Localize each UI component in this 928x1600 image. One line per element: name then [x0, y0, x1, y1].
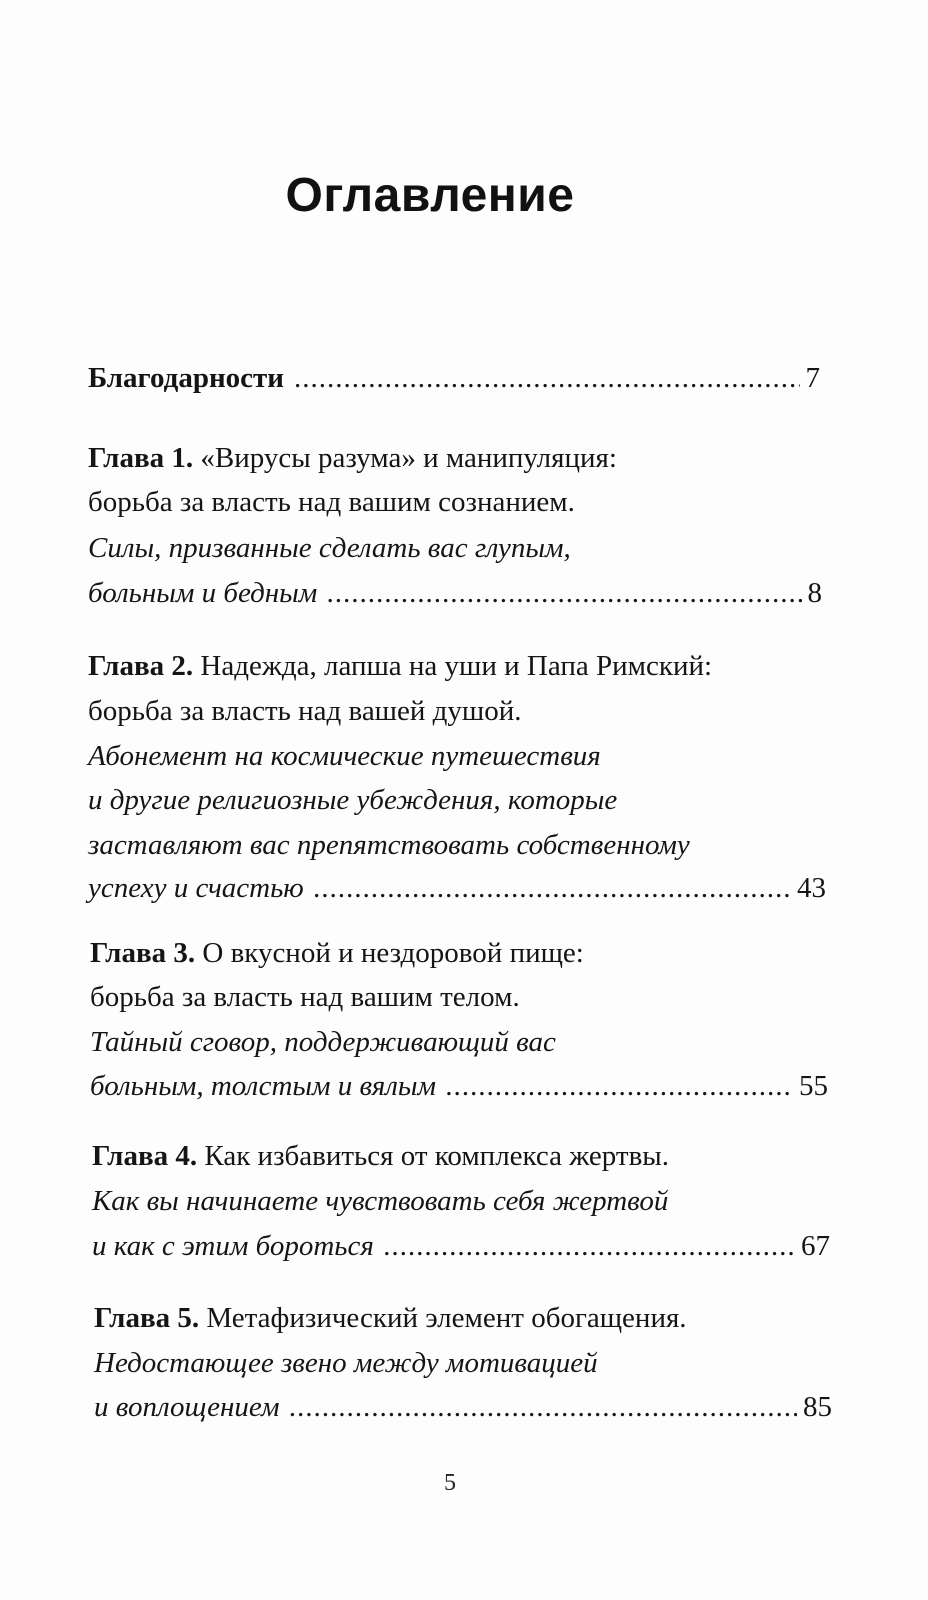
chapter-description: заставляют вас препятствовать собственному [88, 829, 690, 861]
chapter-description: и другие религиозные убеждения, которые [88, 784, 618, 816]
chapter-title: Метафизический элемент обогащения. [199, 1302, 687, 1334]
page-number: 55 [799, 1070, 828, 1102]
chapter-description: Абонемент на космические путешествия [88, 740, 601, 772]
toc-entry-ch2-title [88, 648, 712, 684]
page-number: 43 [797, 872, 826, 904]
chapter-subtitle: борьба за власть над вашей душой. [88, 695, 522, 727]
toc-entry-ch3 [90, 1068, 828, 1104]
chapter-description: больным и бедным [88, 577, 318, 609]
page-number: 7 [805, 362, 820, 394]
page-number: 85 [803, 1391, 832, 1423]
toc-entry-ch5-title [94, 1300, 687, 1336]
chapter-label: Глава 3. [90, 937, 196, 969]
chapter-description: больным, толстым и вялым [90, 1070, 437, 1102]
toc-entry-thanks [88, 360, 820, 396]
chapter-subtitle: борьба за власть над вашим сознанием. [88, 486, 575, 518]
toc-entry-ch1 [88, 575, 822, 611]
toc-entry-ch3-title [90, 935, 584, 971]
chapter-label: Глава 5. [94, 1302, 200, 1334]
toc-entry-ch5 [94, 1389, 832, 1425]
chapter-title: Надежда, лапша на уши и Папа Римский: [193, 650, 713, 682]
dot-leader [294, 360, 799, 396]
chapter-description: Недостающее звено между мотивацией [94, 1347, 598, 1379]
toc-entry-ch4-title [92, 1138, 669, 1174]
dot-leader [289, 1389, 797, 1425]
chapter-subtitle: борьба за власть над вашим телом. [90, 981, 520, 1013]
chapter-description: и воплощением [94, 1391, 280, 1423]
chapter-description: Как вы начинаете чувствовать себя жертвой [92, 1185, 669, 1217]
chapter-description: успеху и счастью [88, 872, 304, 904]
chapter-description: и как с этим бороться [92, 1230, 374, 1262]
entry-label: Благодарности [88, 362, 285, 394]
dot-leader [384, 1228, 795, 1264]
page-number: 67 [801, 1230, 830, 1262]
chapter-description: Тайный сговор, поддерживающий вас [90, 1026, 556, 1058]
chapter-title: О вкусной и нездоровой пище: [195, 937, 584, 969]
page-title: Оглавление [285, 169, 575, 222]
page-folio-number: 5 [444, 1470, 456, 1496]
chapter-title: Как избавиться от комплекса жертвы. [197, 1140, 669, 1172]
toc-entry-ch2 [88, 870, 826, 906]
dot-leader [446, 1068, 793, 1104]
chapter-label: Глава 4. [92, 1140, 198, 1172]
dot-leader [314, 870, 791, 906]
dot-leader [327, 575, 801, 611]
toc-entry-ch4 [92, 1228, 830, 1264]
toc-entry-ch1-title [88, 440, 617, 476]
page-number: 8 [807, 577, 822, 609]
chapter-title: «Вирусы разума» и манипуляция: [193, 442, 617, 474]
chapter-label: Глава 1. [88, 442, 194, 474]
chapter-label: Глава 2. [88, 650, 194, 682]
chapter-description: Силы, призванные сделать вас глупым, [88, 532, 571, 564]
